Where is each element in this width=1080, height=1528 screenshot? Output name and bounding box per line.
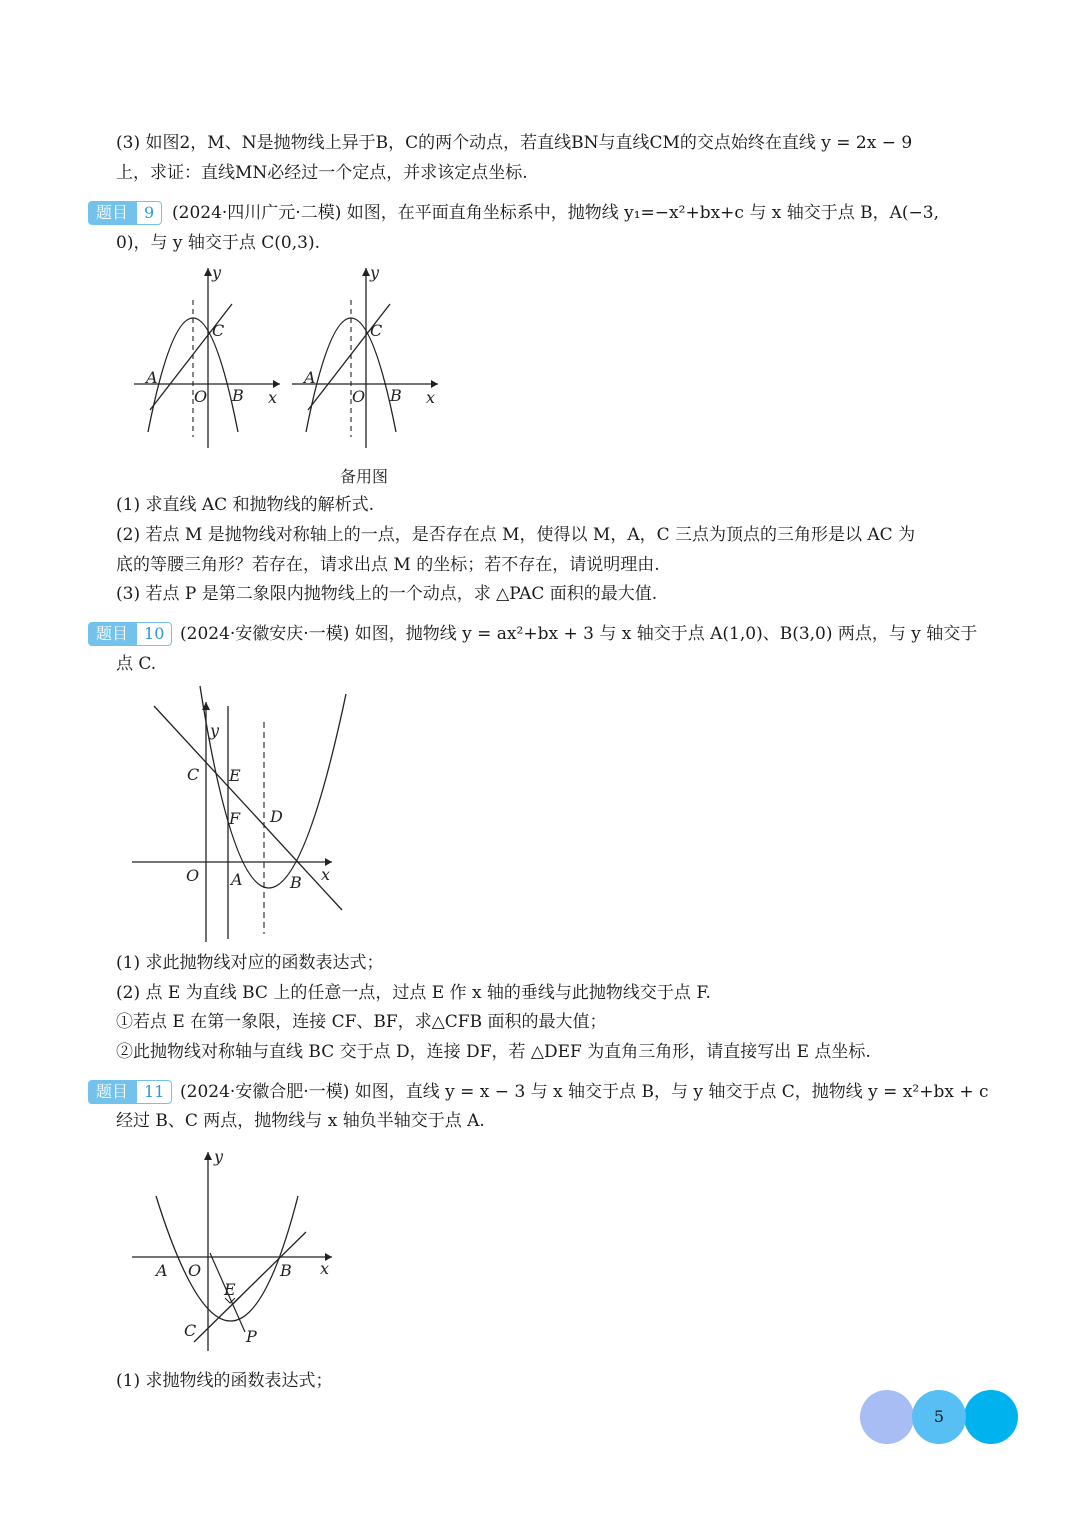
label-A: A [146,368,158,387]
label-O: O [188,1261,202,1280]
question-tag-9 [88,201,162,225]
q9-stem-line2: 0)，与 y 轴交于点 C(0,3). [116,233,320,253]
q9-backup-figure [286,262,446,452]
label-C: C [187,765,200,784]
q10-stem-line2: 点 C. [116,654,157,674]
question-number: 11 [136,1080,172,1104]
label-A: A [304,368,316,387]
label-B: B [390,386,402,405]
page-circle-left [860,1390,914,1444]
label-y: y [210,721,220,740]
label-O: O [352,387,366,406]
question-number: 9 [136,201,162,225]
label-x: x [268,388,278,407]
q9-part3: (3) 若点 P 是第二象限内抛物线上的一个动点，求 △PAC 面积的最大值. [116,584,658,604]
label-B: B [232,386,244,405]
label-x: x [320,1259,330,1278]
label-x: x [426,388,436,407]
question-tag-label: 题目 [88,622,136,646]
question-tag-label: 题目 [88,201,136,225]
q10-figure [128,684,358,946]
q9-part2-line1: (2) 若点 M 是抛物线对称轴上的一点，是否存在点 M，使得以 M，A，C 三点为顶点的三角形是以 AC 为 [116,525,916,545]
label-B: B [280,1261,292,1280]
figure-caption: 备用图 [340,467,389,486]
label-O: O [194,387,208,406]
q9-part2-line2: 底的等腰三角形？若存在，请求出点 M 的坐标；若不存在，请说明理由. [116,555,660,575]
q8-part3-line1: (3) 如图2，M、N是抛物线上异于B，C的两个动点，若直线BN与直线CM的交点始终在直线 y = 2x − 9 [116,133,913,153]
q9-part1: (1) 求直线 AC 和抛物线的解析式. [116,495,374,515]
q11-part1: (1) 求抛物线的函数表达式； [116,1371,333,1391]
q8-part3-line2: 上，求证：直线MN必经过一个定点，并求该定点坐标. [116,163,528,183]
q9-stem-line1: (2024·四川广元·二模) 如图，在平面直角坐标系中，抛物线 y₁=−x²+bx+c 与 x 轴交于点 B，A(−3, [172,203,939,223]
label-y: y [370,263,380,282]
q10-part1: (1) 求此抛物线对应的函数表达式； [116,953,384,973]
q10-part2-sub1: ①若点 E 在第一象限，连接 CF、BF，求△CFB 面积的最大值； [116,1012,607,1032]
label-E: E [229,766,241,785]
label-y: y [212,263,222,282]
q11-stem-line1: (2024·安徽合肥·一模) 如图，直线 y = x − 3 与 x 轴交于点 B，与 y 轴交于点 C，抛物线 y = x²+bx + c [180,1082,989,1102]
question-tag-10 [88,622,172,646]
page-circle-right [964,1390,1018,1444]
label-C: C [184,1321,197,1340]
label-E: E [224,1280,236,1299]
label-A: A [156,1261,168,1280]
label-O: O [186,866,200,885]
question-number: 10 [136,622,172,646]
label-C: C [212,321,225,340]
label-D: D [270,807,283,826]
q10-part2: (2) 点 E 为直线 BC 上的任意一点，过点 E 作 x 轴的垂线与此抛物线交于点 F. [116,983,711,1003]
question-tag-label: 题目 [88,1080,136,1104]
label-C: C [370,321,383,340]
label-F: F [229,809,241,828]
q11-stem-line2: 经过 B、C 两点，抛物线与 x 轴负半轴交于点 A. [116,1111,485,1131]
page-number: 5 [912,1390,966,1444]
label-x: x [321,865,331,884]
q11-figure [128,1146,348,1356]
q10-part2-sub2: ②此抛物线对称轴与直线 BC 交于点 D，连接 DF，若 △DEF 为直角三角形，请直接写出 E 点坐标. [116,1042,871,1062]
label-P: P [246,1327,257,1346]
label-B: B [290,873,302,892]
label-y: y [214,1147,224,1166]
label-A: A [231,870,243,889]
q10-stem-line1: (2024·安徽安庆·一模) 如图，抛物线 y = ax²+bx + 3 与 x 轴交于点 A(1,0)、B(3,0) 两点，与 y 轴交于 [180,624,978,644]
q9-figure [128,262,288,452]
question-tag-11 [88,1080,172,1104]
